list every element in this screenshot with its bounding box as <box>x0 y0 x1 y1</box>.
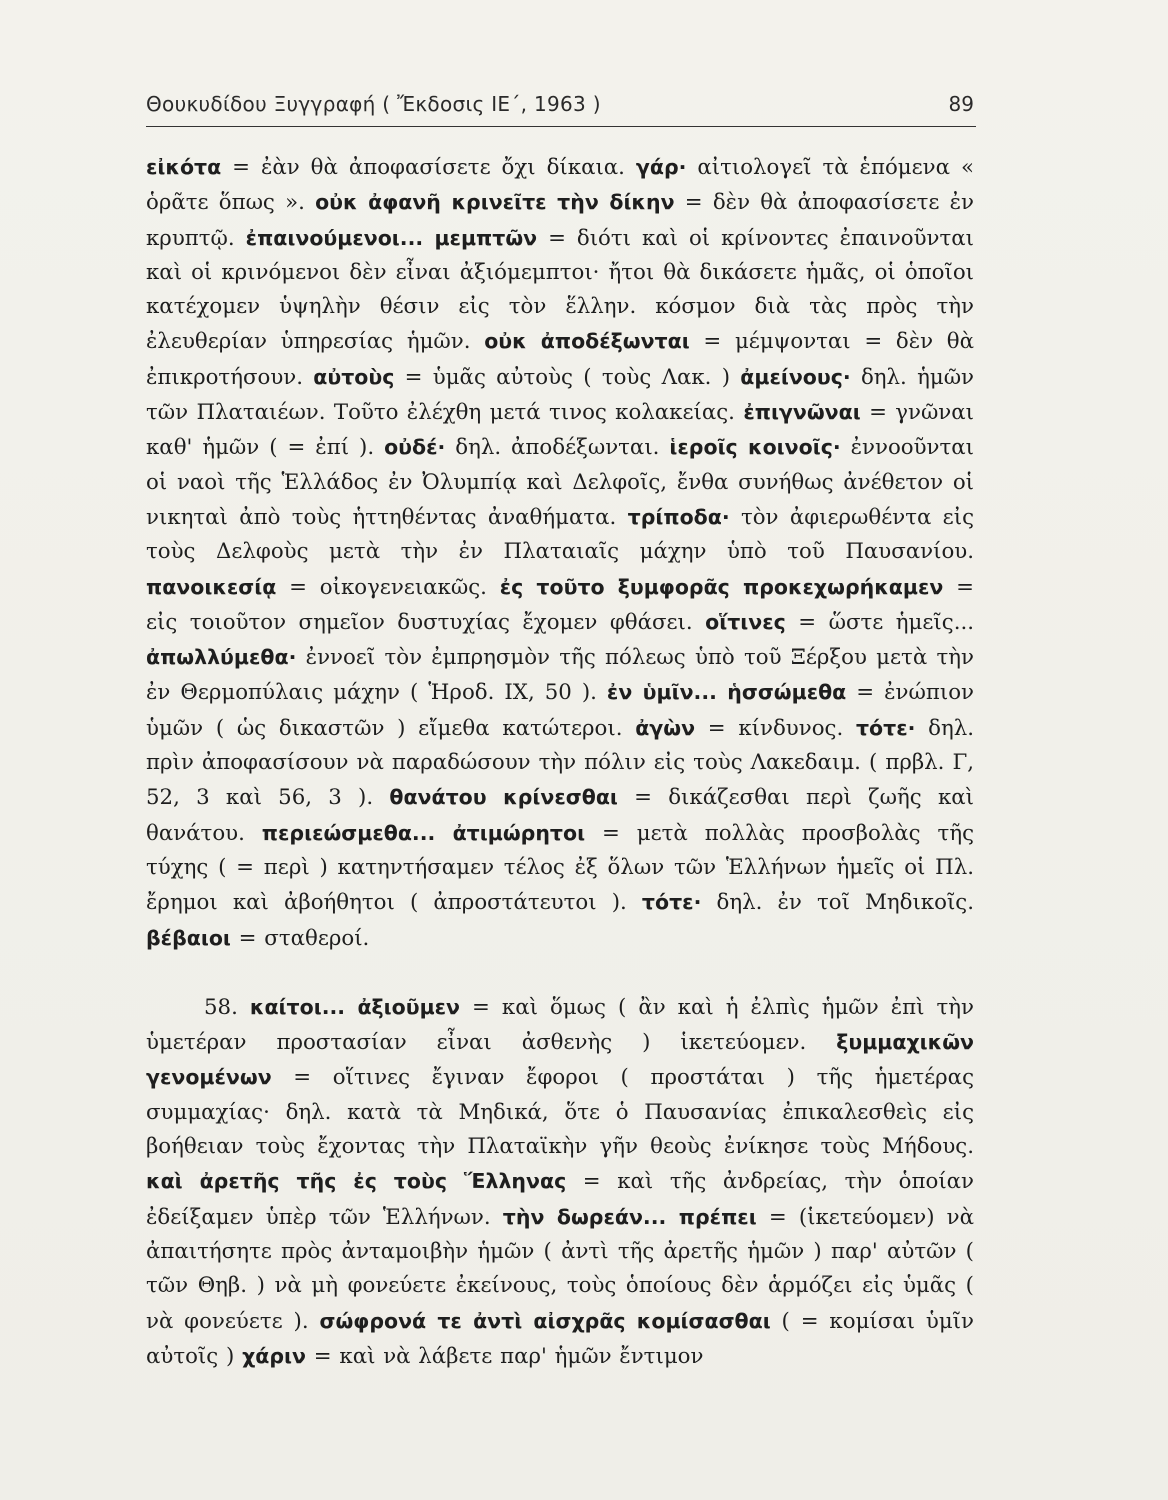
gloss-text: = ἐὰν θὰ ἀποφασίσετε ὄχι δίκαια. <box>221 155 636 180</box>
gloss-text: = εἰς τοιοῦτον σημεῖον δυστυχίας ἔχομεν φθάσει. <box>146 574 974 635</box>
gloss-text: ἐννοοῦνται οἱ ναοὶ τῆς Ἑλλάδος ἐν Ὀλυμπίᾳ καὶ Δελφοῖς, ἔνθα συνήθως ἀνέθετον οἱ νικηταὶ ἀπὸ τοὺς ἡττηθέντας ἀναθήματα. <box>146 435 974 530</box>
lemma-term: αὐτοὺς <box>313 364 395 389</box>
gloss-text: ἐννοεῖ τὸν ἐμπρησμὸν τῆς πόλεως ὑπὸ τοῦ Ξέρξου μετὰ τὴν ἐν Θερμοπύλαις μάχην ( Ἡροδ. IX, 50 ). <box>146 645 974 706</box>
gloss-text: αἰτιολογεῖ τὰ ἑπόμενα « ὁρᾶτε ὅπως ». <box>146 155 974 216</box>
lemma-term: θανάτου κρίνεσθαι <box>389 785 618 810</box>
gloss-text: = καὶ τῆς ἀνδρείας, τὴν ὁποίαν ἐδείξαμεν ὑπὲρ τῶν Ἑλλήνων. <box>146 1169 974 1230</box>
lemma-term: ξυμμαχικῶν γενομένων <box>146 1030 974 1090</box>
gloss-text: = ἐνώπιον ὑμῶν ( ὡς δικαστῶν ) εἴμεθα κατώτεροι. <box>146 680 974 741</box>
gloss-text: = οἵτινες ἔγιναν ἔφοροι ( προστάται ) τῆς ἡμετέρας συμμαχίας· δηλ. κατὰ τὰ Μηδικά, ὅτε ὁ Παυσανίας ἐπικαλεσθεὶς εἰς βοήθειαν τοὺς ἔχοντας τὴν Πλαταϊκὴν γῆν θεοὺς ἐνίκησε τοὺς Μήδους. <box>146 1065 974 1160</box>
lemma-term: ἀπωλλύμεθα· <box>146 645 297 670</box>
running-head <box>146 92 976 126</box>
lemma-term: ἐπαινούμενοι... μεμπτῶν <box>245 225 538 250</box>
lemma-term: γάρ· <box>635 155 687 179</box>
lemma-term: ἱεροῖς κοινοῖς· <box>669 435 841 460</box>
gloss-text: = δικάζεσθαι περὶ ζωῆς καὶ θανάτου. <box>146 785 975 846</box>
gloss-text: δηλ. πρὶν ἀποφασίσουν νὰ παραδώσουν τὴν πόλιν εἰς τοὺς Λακεδαιμ. ( πρβλ. Γ, 52, 3 καὶ 56, 3 ). <box>146 715 974 811</box>
commentary-body <box>146 150 974 1374</box>
lemma-term: οὐδέ· <box>384 435 446 460</box>
lemma-term: χάριν <box>242 1343 306 1368</box>
gloss-text: = καὶ νὰ λάβετε παρ' ἡμῶν ἔντιμον <box>306 1343 704 1369</box>
lemma-term: οὐκ ἀφανῆ κρινεῖτε τὴν δίκην <box>315 190 675 215</box>
page-number: 89 <box>948 92 974 116</box>
gloss-text: = (ἱκετεύομεν) νὰ ἀπαιτήσητε πρὸς ἀνταμοιβὴν ἡμῶν ( ἀντὶ τῆς ἀρετῆς ἡμῶν ) παρ' αὐτῶν ( τῶν Θηβ. ) νὰ μὴ φονεύετε ἐκείνους, τοὺς ὁποίους δὲν ἁρμόζει εἰς ὑμᾶς ( νὰ φονεύετε ). <box>146 1204 974 1334</box>
gloss-text: δηλ. ἐν τοῖ Μηδικοῖς. <box>701 890 974 916</box>
commentary-paragraph-2 <box>146 990 974 1374</box>
lemma-term: ἐς τοῦτο ξυμφορᾶς προκεχωρήκαμεν <box>499 574 944 599</box>
lemma-term: τότε· <box>855 715 916 740</box>
lemma-term: περιεώσμεθα... ἀτιμώρητοι <box>261 820 586 845</box>
gloss-text: = διότι καὶ οἱ κρίνοντες ἐπαινοῦνται καὶ οἱ κρινόμενοι δὲν εἶναι ἀξιόμεμπτοι· ἤτοι θὰ δικάσετε ἡμᾶς, οἱ ὁποῖοι κατέχομεν ὑψηλὴν θέσιν εἰς τὸν ἕλλην. κόσμον διὰ τὰς πρὸς τὴν ἐλευθερίαν ὑπηρεσίας ἡμῶν. <box>146 225 975 355</box>
running-head-title: Θουκυδίδου Ξυγγραφή ( Ἔκδοσις ΙΕ΄, 1963 ) <box>146 92 601 116</box>
gloss-text: = κίνδυνος. <box>695 715 856 741</box>
gloss-text: = δὲν θὰ ἀποφασίσετε ἐν κρυπτῷ. <box>146 190 974 251</box>
gloss-text: τὸν ἀφιερωθέντα εἰς τοὺς Δελφοὺς μετὰ τὴν ἐν Πλαταιαῖς μάχην ὑπὸ τοῦ Παυσανίου. <box>146 504 974 565</box>
gloss-text: = σταθεροί. <box>230 925 370 951</box>
lemma-term: ἀγὼν <box>635 715 696 740</box>
lemma-term: εἰκότα <box>146 155 222 179</box>
lemma-term: οὐκ ἀποδέξωνται <box>484 329 690 354</box>
commentary-paragraph-1 <box>146 150 974 956</box>
lemma-term: οἵτινες <box>705 609 786 634</box>
gloss-text: ( = κομίσαι ὑμῖν αὐτοῖς ) <box>146 1308 974 1369</box>
lemma-term: ἀμείνους· <box>740 364 851 389</box>
lemma-term: τρίποδα· <box>627 504 730 529</box>
gloss-text: = μετὰ πολλὰς προσβολὰς τῆς τύχης ( = περὶ ) κατηντήσαμεν τέλος ἐξ ὅλων τῶν Ἑλλήνων ἡμεῖς οἱ Πλ. ἔρημοι καὶ ἀβοήθητοι ( ἀπροστάτευτοι ). <box>146 820 974 916</box>
gloss-text: = οἰκογενειακῶς. <box>276 574 500 600</box>
lemma-term: πανοικεσίᾳ <box>146 574 277 599</box>
lemma-term: ἐπιγνῶναι <box>743 400 861 425</box>
gloss-text: = μέμψονται = δὲν θὰ ἐπικροτήσουν. <box>146 329 974 390</box>
lemma-term: καὶ ἀρετῆς τῆς ἐς τοὺς Ἕλληνας <box>146 1169 567 1194</box>
gloss-text: = ὥστε ἡμεῖς... <box>785 609 975 635</box>
gloss-text: = γνῶναι καθ' ἡμῶν ( = ἐπί ). <box>146 400 974 461</box>
lemma-term: σώφρονά τε ἀντὶ αἰσχρᾶς κομίσασθαι <box>319 1308 771 1333</box>
gloss-text: δηλ. ἡμῶν τῶν Πλαταιέων. Τοῦτο ἐλέχθη μετά τινος κολακείας. <box>146 364 975 426</box>
gloss-text: δηλ. ἀποδέξωνται. <box>445 435 670 461</box>
lemma-term: καίτοι... ἀξιοῦμεν <box>249 994 461 1019</box>
lemma-term: ἐν ὑμῖν... ἡσσώμεθα <box>606 680 847 705</box>
gloss-text: 58. <box>204 994 250 1020</box>
lemma-term: βέβαιοι <box>146 925 231 950</box>
gloss-text: = καὶ ὅμως ( ἂν καὶ ἡ ἐλπὶς ἡμῶν ἐπὶ τὴν ὑμετέραν προστασίαν εἶναι ἀσθενὴς ) ἱκετεύομεν. <box>146 994 974 1056</box>
header-rule <box>146 126 976 127</box>
gloss-text: = ὑμᾶς αὐτοὺς ( τοὺς Λακ. ) <box>394 364 741 390</box>
lemma-term: τὴν δωρεάν... πρέπει <box>502 1204 757 1229</box>
lemma-term: τότε· <box>641 890 702 915</box>
